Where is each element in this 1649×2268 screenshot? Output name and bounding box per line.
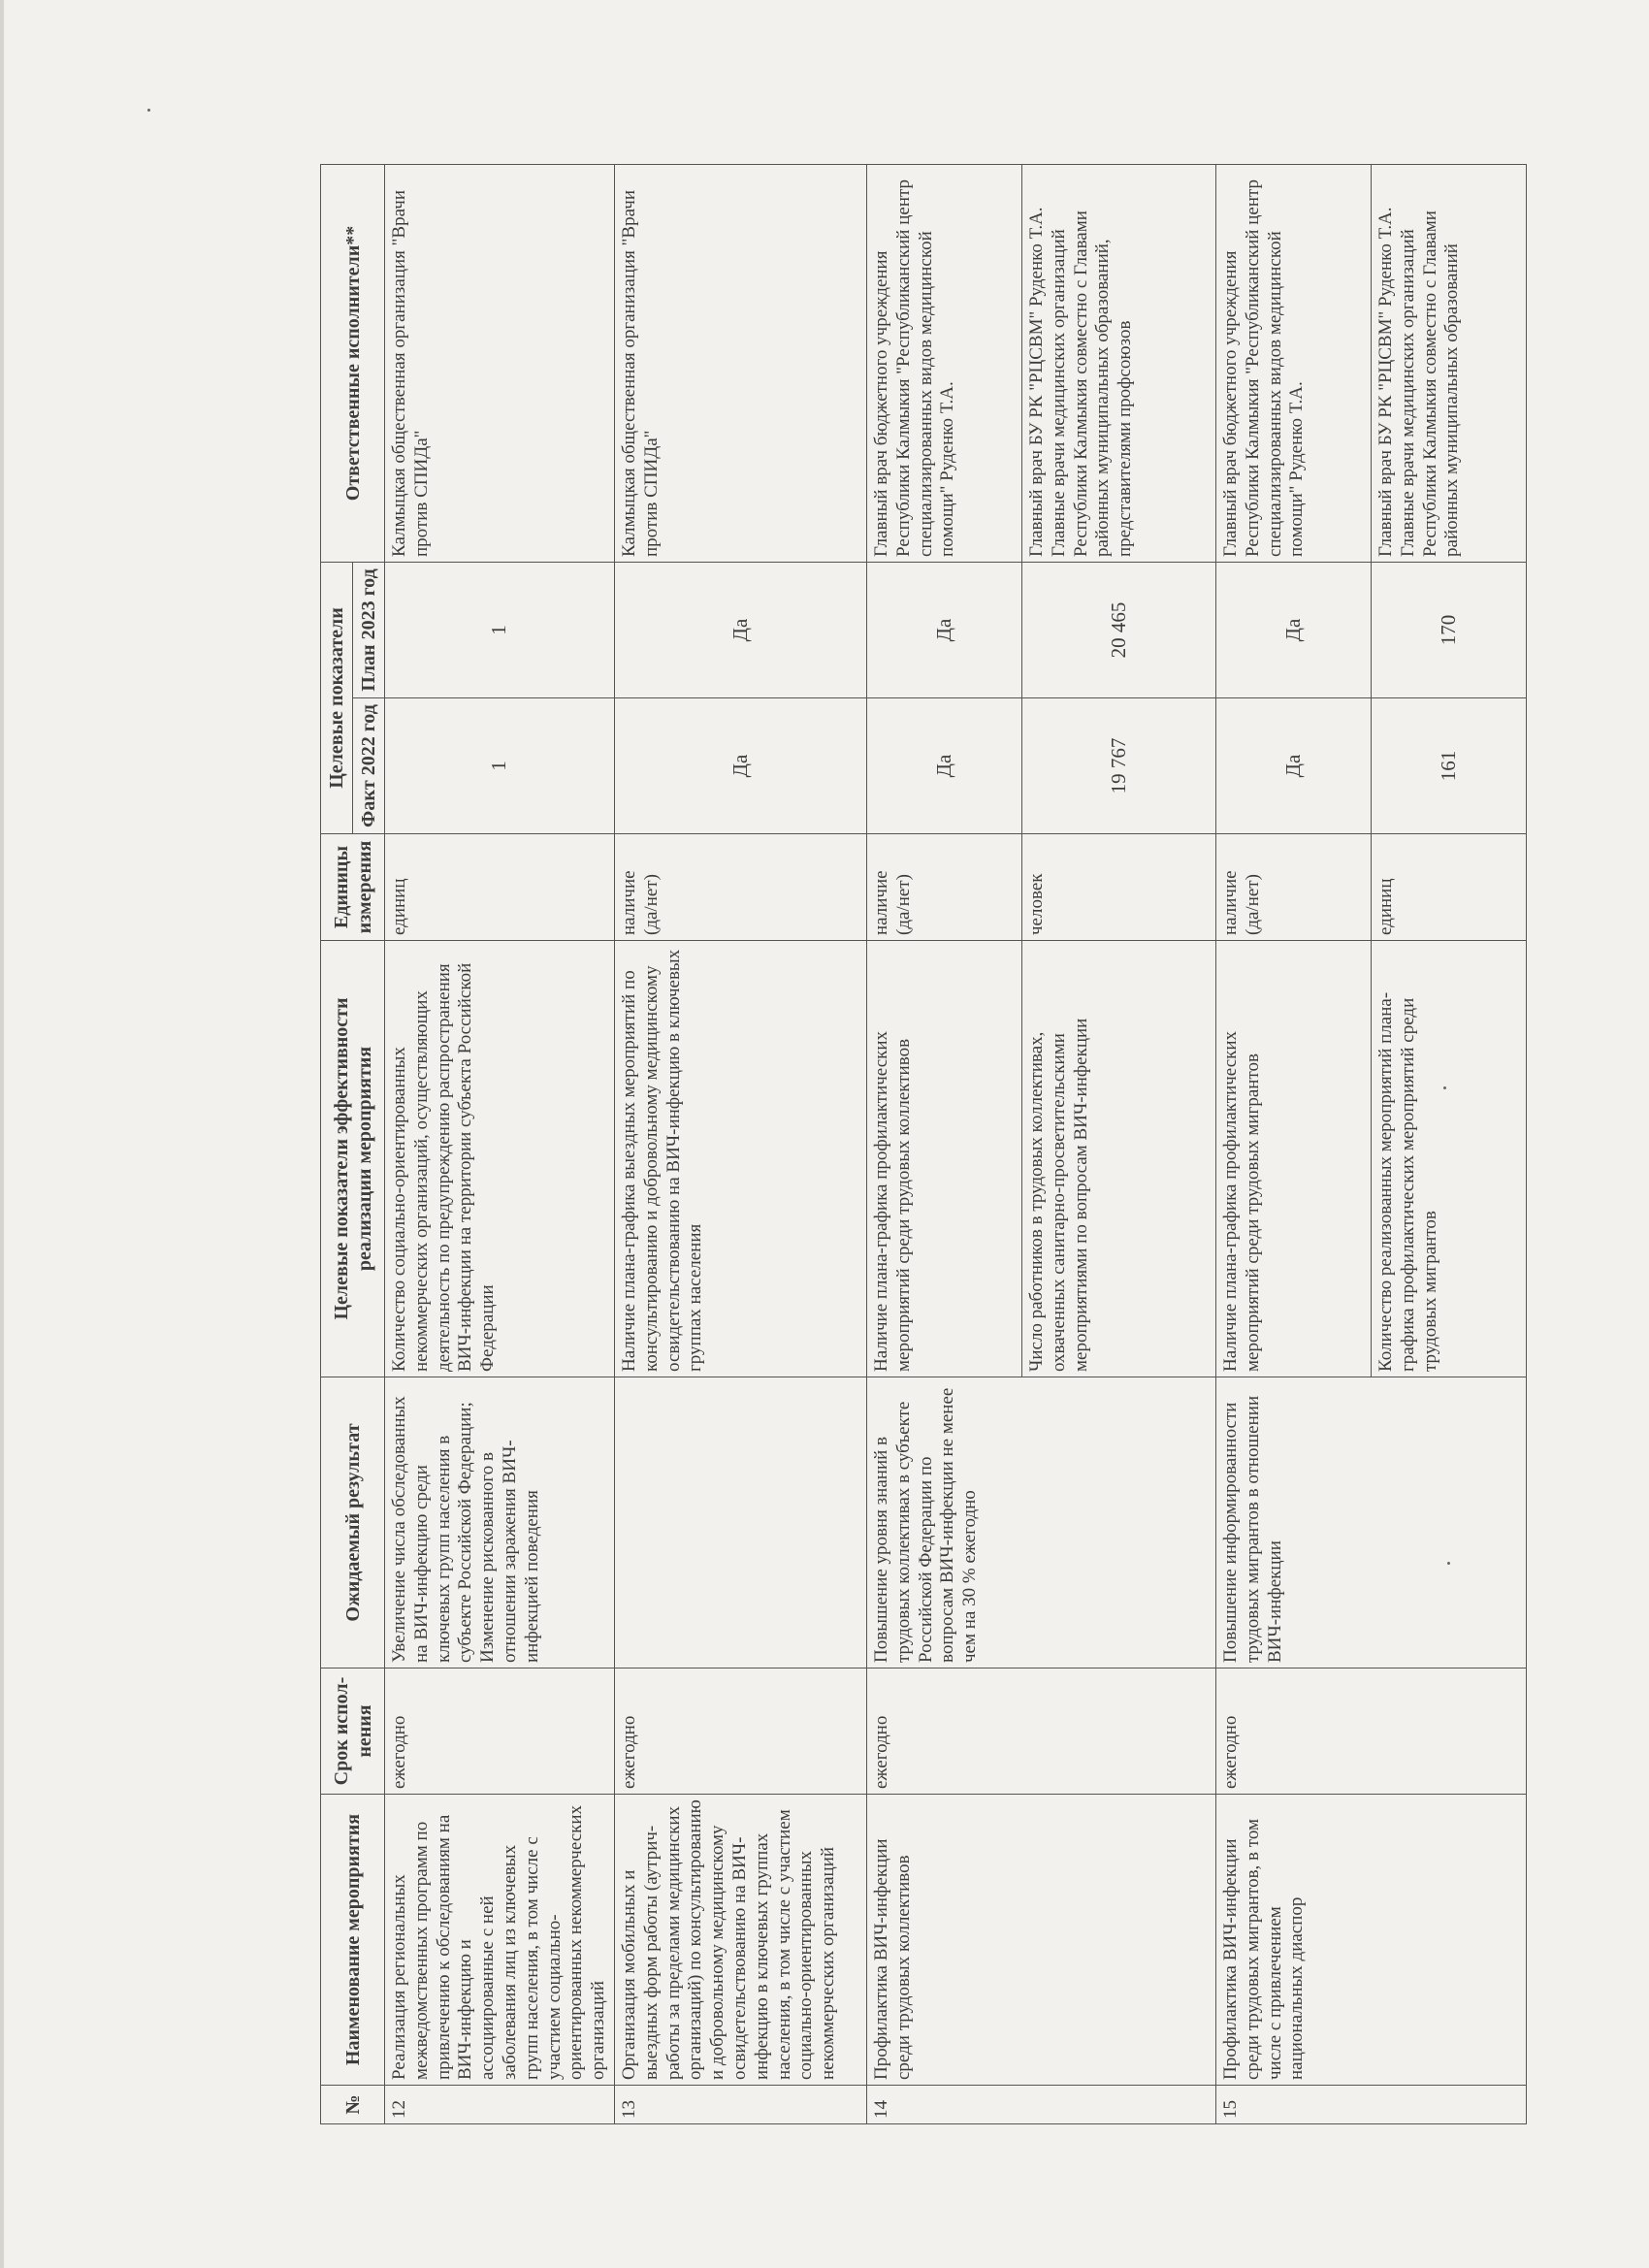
- rotated-table-wrapper: [320, 165, 1581, 2124]
- header-num: №: [321, 2086, 385, 2124]
- cell-executors: Калмыцкая общественная организация "Врачи против СПИДа": [614, 164, 866, 562]
- table-row: [614, 164, 866, 2123]
- cell-num: 14: [866, 2086, 1215, 2124]
- cell-plan: Да: [1215, 562, 1371, 697]
- header-fact: Факт 2022 год: [353, 698, 385, 834]
- cell-result: Увеличение числа обследованных на ВИЧ-инфекцию среди ключевых групп населения в субъекте Российской Федерации; Изменение рискованного в отношении заражения ВИЧ-инфекцией поведения: [385, 1377, 615, 1669]
- cell-unit: единиц: [1371, 834, 1526, 941]
- cell-num: 15: [1215, 2086, 1526, 2124]
- cell-executors: Главный врач бюджетного учреждения Республики Калмыкия "Республиканский центр специализированных видов медицинской помощи" Руденко Т.А.: [1215, 164, 1371, 562]
- cell-indicator: Наличие плана-графика профилактических мероприятий среди трудовых мигрантов: [1215, 941, 1371, 1377]
- cell-executors: Главный врач БУ РК "РЦСВМ" Руденко Т.А. Главные врачи медицинских организаций Республики Калмыкия совместно с Главами районных муниципальных образований: [1371, 164, 1526, 562]
- header-name: Наименование мероприятия: [321, 1795, 385, 2086]
- table-row: [385, 164, 615, 2123]
- table-row: [1215, 164, 1371, 2123]
- cell-fact: Да: [614, 698, 866, 834]
- cell-plan: 170: [1371, 562, 1526, 697]
- cell-fact: 19 767: [1021, 698, 1215, 834]
- cell-term: ежегодно: [1215, 1669, 1526, 1795]
- cell-fact: 161: [1371, 698, 1526, 834]
- cell-num: 13: [614, 2086, 866, 2124]
- cell-name: Организация мобильных и выездных форм работы (аутрич-работы за пределами медицинских организаций) по консультированию и добровольному медицинскому освидетельствованию на ВИЧ-инфекцию в ключевых группах населения, в том числе с участием социально-ориентированных некоммерческих организаций: [614, 1795, 866, 2086]
- table-row: [866, 164, 1021, 2123]
- cell-unit: наличие (да/нет): [614, 834, 866, 941]
- scan-edge: [0, 0, 4, 2268]
- cell-name: Профилактика ВИЧ-инфекции среди трудовых коллективов: [866, 1795, 1215, 2086]
- header-term: Срок испол-нения: [321, 1669, 385, 1795]
- header-targets: Целевые показатели: [321, 562, 353, 833]
- cell-fact: Да: [866, 698, 1021, 834]
- cell-executors: Главный врач БУ РК "РЦСВМ" Руденко Т.А. Главные врачи медицинских организаций Республики Калмыкия совместно с Главами районных муниципальных образований, представителями профсоюзов: [1021, 164, 1215, 562]
- cell-plan: 1: [385, 562, 615, 697]
- cell-indicator: Наличие плана-графика профилактических мероприятий среди трудовых коллективов: [866, 941, 1021, 1377]
- cell-result: [614, 1377, 866, 1669]
- cell-result: Повышение уровня знаний в трудовых коллективах в субъекте Российской Федерации по вопросам ВИЧ-инфекции не менее чем на 30 % ежегодно: [866, 1377, 1215, 1669]
- header-executors: Ответственные исполнители**: [321, 164, 385, 562]
- cell-indicator: Количество реализованных мероприятий плана-графика профилактических мероприятий среди трудовых мигрантов: [1371, 941, 1526, 1377]
- scan-speck: [147, 109, 150, 112]
- cell-term: ежегодно: [866, 1669, 1215, 1795]
- cell-result: Повышение информированности трудовых мигрантов в отношении ВИЧ-инфекции: [1215, 1377, 1526, 1669]
- cell-unit: наличие (да/нет): [1215, 834, 1371, 941]
- cell-executors: Калмыцкая общественная организация "Врачи против СПИДа": [385, 164, 615, 562]
- header-unit: Единицы измерения: [321, 834, 385, 941]
- cell-fact: 1: [385, 698, 615, 834]
- cell-name: Профилактика ВИЧ-инфекции среди трудовых мигрантов, в том числе с привлечением национальных диаспор: [1215, 1795, 1526, 2086]
- cell-unit: человек: [1021, 834, 1215, 941]
- cell-executors: Главный врач бюджетного учреждения Республики Калмыкия "Республиканский центр специализированных видов медицинской помощи" Руденко Т.А.: [866, 164, 1021, 562]
- activities-table: [320, 164, 1527, 2124]
- cell-indicator: Число работников в трудовых коллективах, охваченных санитарно-просветительскими мероприятиями по вопросам ВИЧ-инфекции: [1021, 941, 1215, 1377]
- header-result: Ожидаемый результат: [321, 1377, 385, 1669]
- cell-term: ежегодно: [385, 1669, 615, 1795]
- header-plan: План 2023 год: [353, 562, 385, 697]
- cell-num: 12: [385, 2086, 615, 2124]
- cell-unit: наличие (да/нет): [866, 834, 1021, 941]
- cell-plan: 20 465: [1021, 562, 1215, 697]
- cell-name: Реализация региональных межведомственных программ по привлечению к обследованиям на ВИЧ-инфекцию и ассоциированные с ней заболевания лиц из ключевых групп населения, в том числе с участием социально-ориентированных некоммерческих организаций: [385, 1795, 615, 2086]
- cell-plan: Да: [614, 562, 866, 697]
- cell-fact: Да: [1215, 698, 1371, 834]
- cell-term: ежегодно: [614, 1669, 866, 1795]
- cell-plan: Да: [866, 562, 1021, 697]
- header-indicator: Целевые показатели эффективности реализации мероприятия: [321, 941, 385, 1377]
- header-row: [321, 164, 353, 2123]
- cell-indicator: Наличие плана-графика выездных мероприятий по консультированию и добровольному медицинскому освидетельствованию на ВИЧ-инфекцию в ключевых группах населения: [614, 941, 866, 1377]
- cell-unit: единиц: [385, 834, 615, 941]
- cell-indicator: Количество социально-ориентированных некоммерческих организаций, осуществляющих деятельность по предупреждению распространения ВИЧ-инфекции на территории субъекта Российской Федерации: [385, 941, 615, 1377]
